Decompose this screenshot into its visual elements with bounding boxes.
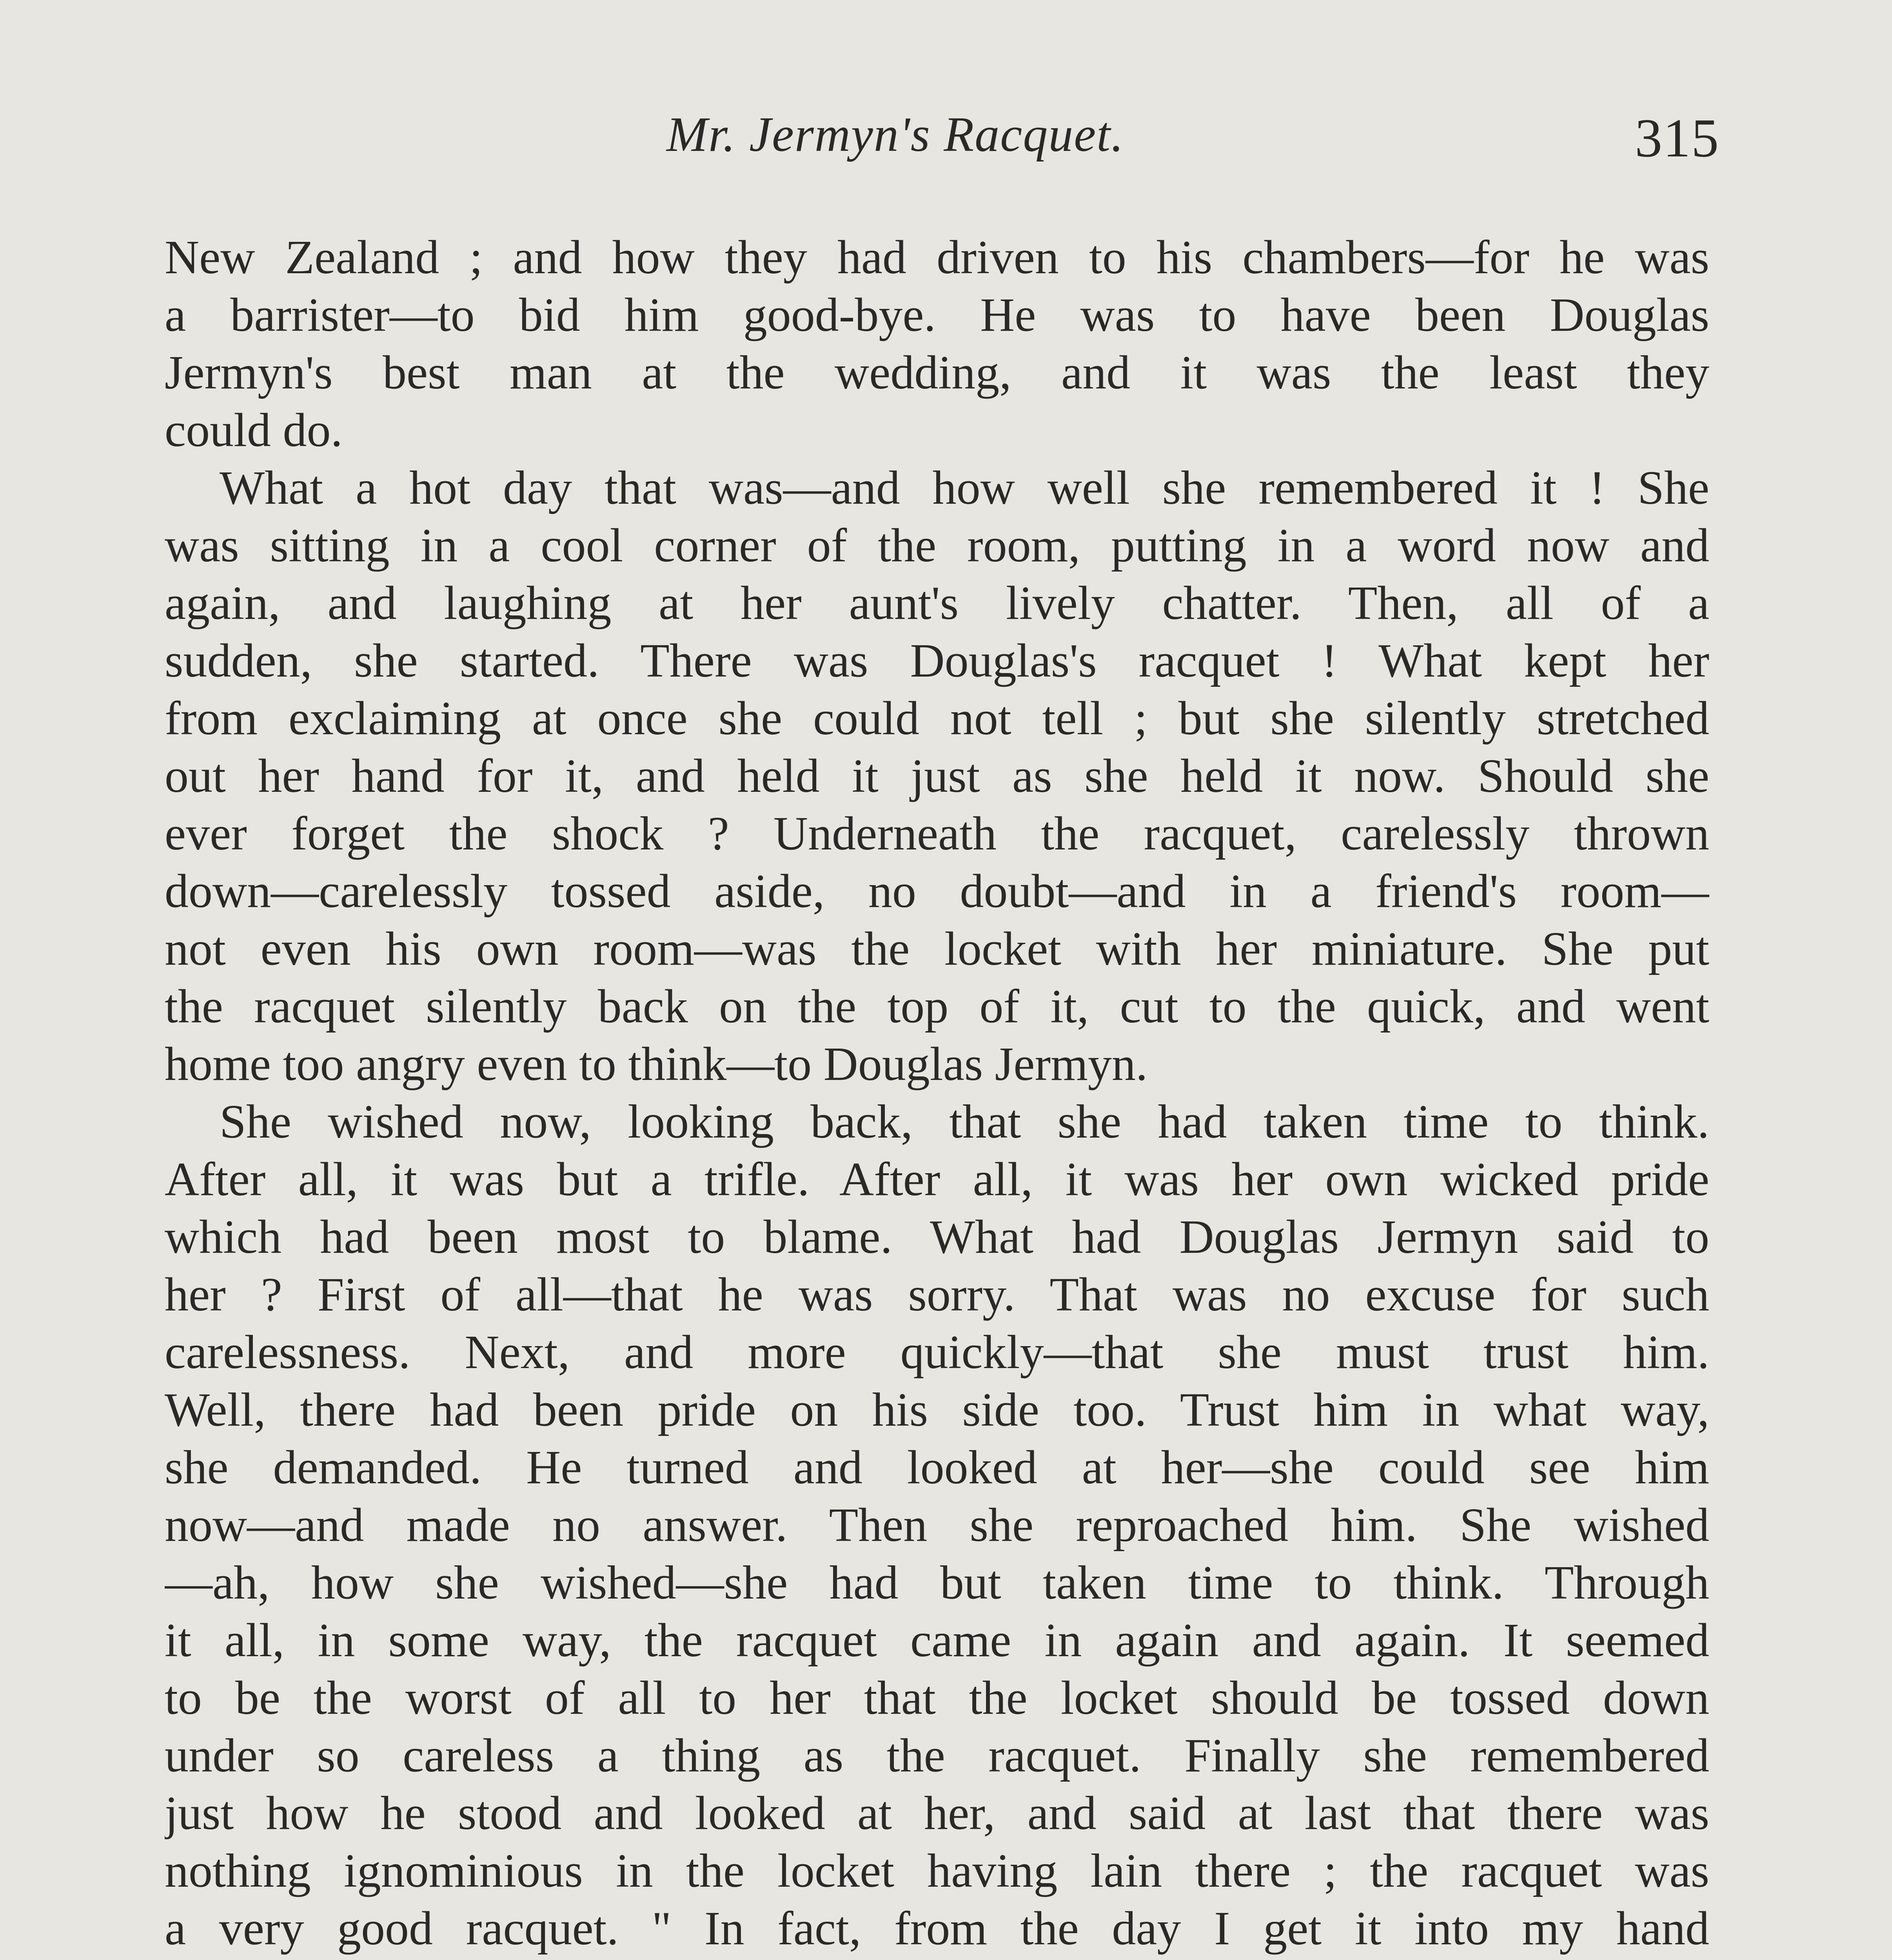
text-line: could do. — [165, 404, 343, 457]
text-line: out her hand for it, and held it just as she held it now. Should she — [165, 750, 1709, 802]
text-line: home too angry even to think—to Douglas Jermyn. — [165, 1038, 1148, 1091]
text-line: from exclaiming at once she could not tell ; but she silently stretched — [165, 692, 1709, 745]
text-line: Well, there had been pride on his side too. Trust him in what way, — [165, 1383, 1709, 1436]
text-line — [165, 1957, 1709, 1960]
text-line: After all, it was but a trifle. After all, it was her own wicked pride — [165, 1153, 1709, 1206]
text-line: not even his own room—was the locket with her miniature. She put — [165, 922, 1709, 975]
text-line: a barrister—to bid him good-bye. He was to have been Douglas — [165, 289, 1709, 341]
text-line: now—and made no answer. Then she reproached him. She wished — [165, 1499, 1709, 1552]
text-line: was sitting in a cool corner of the room, putting in a word now and — [165, 519, 1709, 572]
text-line: which had been most to blame. What had Douglas Jermyn said to — [165, 1210, 1709, 1263]
text-line: again, and laughing at her aunt's lively chatter. Then, all of a — [165, 577, 1709, 630]
text-line: sudden, she started. There was Douglas's racquet ! What kept her — [165, 634, 1709, 687]
page-number: 315 — [1635, 108, 1720, 169]
text-line: just how he stood and looked at her, and said at last that there was — [165, 1787, 1709, 1840]
text-line: She wished now, looking back, that she had taken time to think. — [220, 1095, 1709, 1148]
text-line: she demanded. He turned and looked at her—she could see him — [165, 1441, 1709, 1494]
text-line: New Zealand ; and how they had driven to his chambers—for he was — [165, 231, 1709, 284]
text-line: to be the worst of all to her that the locket should be tossed down — [165, 1671, 1709, 1724]
text-line: carelessness. Next, and more quickly—that she must trust him. — [165, 1326, 1709, 1379]
running-title: Mr. Jermyn's Racquet. — [666, 107, 1124, 162]
text-line: down—carelessly tossed aside, no doubt—and in a friend's room— — [165, 865, 1709, 918]
text-line: —ah, how she wished—she had but taken time to think. Through — [165, 1556, 1709, 1609]
text-line: Jermyn's best man at the wedding, and it was the least they — [165, 346, 1709, 399]
text-line: ever forget the shock ? Underneath the racquet, carelessly thrown — [165, 807, 1709, 860]
text-line: a very good racquet. " In fact, from the day I get it into my hand — [165, 1902, 1709, 1955]
body-text — [165, 229, 1709, 1960]
text-line: her ? First of all—that he was sorry. That was no excuse for such — [165, 1268, 1709, 1321]
text-line: nothing ignominious in the locket having lain there ; the racquet was — [165, 1844, 1709, 1897]
text-line: What a hot day that was—and how well she remembered it ! She — [220, 461, 1709, 514]
text-line: it all, in some way, the racquet came in again and again. It seemed — [165, 1614, 1709, 1667]
page-header — [0, 107, 1892, 185]
text-line: the racquet silently back on the top of it, cut to the quick, and went — [165, 980, 1709, 1033]
text-line: under so careless a thing as the racquet. Finally she remembered — [165, 1729, 1709, 1782]
